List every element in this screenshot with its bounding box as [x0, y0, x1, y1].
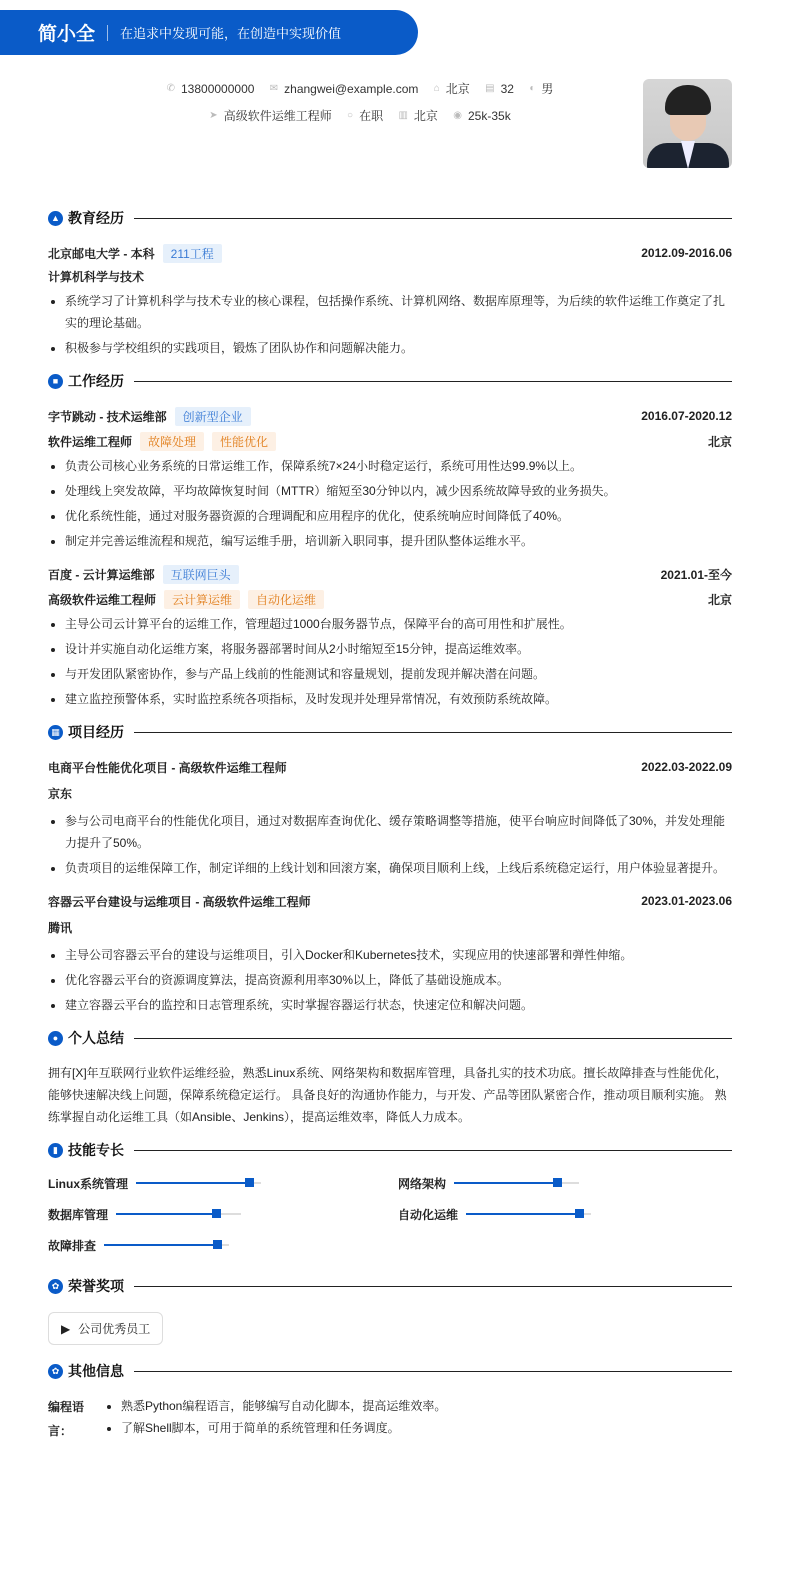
job-date: 2021.01-至今 — [660, 567, 732, 582]
status-icon: ○ — [347, 110, 354, 121]
summary-text: 拥有[X]年互联网行业软件运维经验，熟悉Linux系统、网络架构和数据库管理，具备扎实的技术功底。擅长故障排查与性能优化，能够快速解决线上问题，保障系统稳定运行。 具备良好的沟通协作能力，与开发、产品等团队紧密合作，推动项目顺利实施。 熟练掌握自动化运维工具（如Ansible、Jenkins），提高运维效率，降低人力成本。 — [48, 1066, 728, 1124]
salary: 25k-35k — [468, 108, 511, 123]
gender: 男 — [541, 82, 554, 96]
list-item: 制定并完善运维流程和规范，编写运维手册，培训新入职同事，提升团队整体运维水平。 — [48, 530, 732, 552]
section-title: 教育经历 — [68, 210, 124, 226]
grid-icon: ▦ — [48, 725, 63, 740]
skill-item — [48, 1205, 398, 1223]
section-title: 技能专长 — [68, 1142, 124, 1158]
section-work — [48, 371, 732, 391]
skill-name: 自动化运维 — [398, 1207, 459, 1222]
skill-thumb — [553, 1178, 562, 1187]
skill-item — [398, 1205, 732, 1223]
list-item: 主导公司容器云平台的建设与运维项目，引入Docker和Kubernetes技术，实现应用的快速部署和弹性伸缩。 — [48, 944, 732, 966]
list-item: 建立监控预警体系，实时监控系统各项指标，及时发现并处理异常情况，有效预防系统故障。 — [48, 688, 732, 710]
company: 百度 - 云计算运维部 — [48, 567, 155, 582]
skill-slider — [466, 1213, 591, 1215]
list-item: 设计并实施自动化运维方案，将服务器部署时间从2小时缩短至15分钟，提高运维效率。 — [48, 638, 732, 660]
skill-fill — [136, 1182, 249, 1184]
section-skills — [48, 1140, 732, 1160]
graduation-cap-icon: ▲ — [48, 211, 63, 226]
section-title: 个人总结 — [68, 1030, 124, 1046]
section-title: 其他信息 — [68, 1363, 124, 1379]
resume-body — [48, 196, 732, 1443]
school-tag: 211工程 — [163, 244, 222, 263]
section-awards — [48, 1276, 732, 1296]
list-item: 了解Shell脚本，可用于简单的系统管理和任务调度。 — [104, 1417, 732, 1439]
city: 北京 — [413, 109, 438, 123]
list-item: 建立容器云平台的监控和日志管理系统，实时掌握容器运行状态，快速定位和解决问题。 — [48, 994, 732, 1016]
job-info-row — [120, 107, 600, 124]
skill-name: Linux系统管理 — [48, 1176, 128, 1191]
skill-tag: 故障处理 — [140, 432, 204, 451]
home-icon: ⌂ — [433, 83, 440, 94]
candidate-name: 简小全 — [38, 24, 96, 45]
award-item — [48, 1312, 163, 1345]
section-projects — [48, 722, 732, 742]
company: 字节跳动 - 技术运维部 — [48, 409, 167, 424]
company-tag: 创新型企业 — [175, 407, 251, 426]
section-title: 荣誉奖项 — [68, 1278, 124, 1294]
skill-tag: 性能优化 — [212, 432, 276, 451]
skill-name: 故障排查 — [48, 1238, 97, 1253]
contact-info-row — [120, 80, 600, 97]
status: 在职 — [359, 109, 384, 123]
company-tag: 互联网巨头 — [163, 565, 239, 584]
skill-slider — [136, 1182, 261, 1184]
role: 软件运维工程师 — [48, 434, 133, 449]
gender-icon: ◐ — [529, 83, 536, 94]
email: zhangwei@example.com — [284, 81, 419, 96]
list-item: 优化系统性能，通过对服务器资源的合理调配和应用程序的优化，使系统响应时间降低了40%。 — [48, 505, 732, 527]
project-name: 容器云平台建设与运维项目 - 高级软件运维工程师 — [48, 894, 311, 909]
award-icon: ✿ — [48, 1279, 63, 1294]
skills-grid — [48, 1174, 732, 1254]
major: 计算机科学与技术 — [48, 270, 145, 284]
role: 高级软件运维工程师 — [48, 592, 157, 607]
skill-name: 网络架构 — [398, 1176, 447, 1191]
project-date: 2022.03-2022.09 — [641, 760, 732, 774]
list-item: 参与公司电商平台的性能优化项目，通过对数据库查询优化、缓存策略调整等措施，使平台响应时间降低了30%，并发处理能力提升了50%。 — [48, 810, 732, 854]
section-title: 工作经历 — [68, 373, 124, 389]
briefcase-icon: ■ — [48, 374, 63, 389]
skill-tag: 云计算运维 — [164, 590, 240, 609]
job-entry — [48, 563, 732, 710]
skill-fill — [104, 1244, 217, 1246]
section-other — [48, 1361, 732, 1381]
project-name: 电商平台性能优化项目 - 高级软件运维工程师 — [48, 760, 287, 775]
skill-item — [48, 1236, 398, 1254]
job-entry — [48, 405, 732, 552]
skill-item — [398, 1174, 732, 1192]
project-company: 腾讯 — [48, 921, 73, 935]
skill-item — [48, 1174, 398, 1192]
list-item: 负责项目的运维保障工作，制定详细的上线计划和回滚方案，确保项目顺利上线，上线后系统稳定运行，用户体验显著提升。 — [48, 857, 732, 879]
section-summary — [48, 1028, 732, 1048]
skill-slider — [104, 1244, 229, 1246]
list-item: 主导公司云计算平台的运维工作，管理超过1000台服务器节点，保障平台的高可用性和扩展性。 — [48, 613, 732, 635]
skill-thumb — [212, 1209, 221, 1218]
skill-fill — [116, 1213, 216, 1215]
age: 32 — [500, 81, 514, 96]
salary-icon: ◉ — [453, 110, 462, 121]
job-date: 2016.07-2020.12 — [641, 409, 732, 423]
triangle-icon: ▶ — [61, 1321, 71, 1336]
skill-slider — [116, 1213, 241, 1215]
section-title: 项目经历 — [68, 724, 124, 740]
list-item: 负责公司核心业务系统的日常运维工作，保障系统7×24小时稳定运行，系统可用性达99.9%以上。 — [48, 455, 732, 477]
list-item: 系统学习了计算机科学与技术专业的核心课程，包括操作系统、计算机网络、数据库原理等，为后续的软件运维工作奠定了扎实的理论基础。 — [48, 290, 732, 334]
list-item: 积极参与学校组织的实践项目，锻炼了团队协作和问题解决能力。 — [48, 337, 732, 359]
skill-thumb — [575, 1209, 584, 1218]
project-entry — [48, 890, 732, 1016]
divider — [107, 25, 108, 41]
phone-icon: ✆ — [166, 83, 175, 94]
section-education — [48, 208, 732, 228]
list-item: 熟悉Python编程语言，能够编写自动化脚本，提高运维效率。 — [104, 1395, 732, 1417]
project-date: 2023.01-2023.06 — [641, 894, 732, 908]
location: 北京 — [445, 82, 470, 96]
project-company: 京东 — [48, 787, 73, 801]
award-label: 公司优秀员工 — [78, 1322, 151, 1336]
user-icon: ● — [48, 1031, 63, 1046]
info-icon: ✿ — [48, 1364, 63, 1379]
building-icon: ▥ — [398, 110, 408, 121]
avatar-photo — [643, 79, 732, 168]
edu-date: 2012.09-2016.06 — [641, 246, 732, 260]
other-label: 编程语言： — [48, 1400, 85, 1438]
bar-chart-icon: ▮ — [48, 1143, 63, 1158]
header-banner — [0, 10, 418, 55]
skill-fill — [466, 1213, 579, 1215]
project-entry — [48, 756, 732, 879]
skill-thumb — [245, 1178, 254, 1187]
school: 北京邮电大学 - 本科 — [48, 246, 155, 261]
age-icon: ▤ — [485, 83, 495, 94]
skill-tag: 自动化运维 — [248, 590, 324, 609]
skill-fill — [454, 1182, 557, 1184]
skill-slider — [454, 1182, 579, 1184]
job-city: 北京 — [707, 434, 732, 449]
motto: 在追求中发现可能，在创造中实现价值 — [120, 26, 342, 41]
mail-icon: ✉ — [269, 83, 279, 94]
other-info — [48, 1395, 732, 1443]
position: 高级软件运维工程师 — [223, 109, 332, 123]
skill-thumb — [213, 1240, 222, 1249]
send-icon: ➤ — [209, 110, 218, 121]
list-item: 处理线上突发故障，平均故障恢复时间（MTTR）缩短至30分钟以内，减少因系统故障导致的业务损失。 — [48, 480, 732, 502]
skill-name: 数据库管理 — [48, 1207, 109, 1222]
list-item: 优化容器云平台的资源调度算法，提高资源利用率30%以上，降低了基础设施成本。 — [48, 969, 732, 991]
job-city: 北京 — [707, 592, 732, 607]
list-item: 与开发团队紧密协作，参与产品上线前的性能测试和容量规划，提前发现并解决潜在问题。 — [48, 663, 732, 685]
phone: 13800000000 — [181, 81, 255, 96]
